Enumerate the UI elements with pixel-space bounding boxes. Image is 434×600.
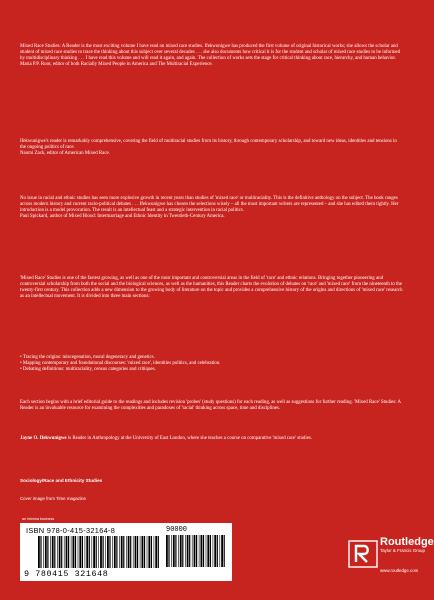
description-intro-text: 'Mixed Race' Studies is one of the fastest growing, as well as one of the most important and controversial areas in the field of 'race' and ethnic relations. Bringing together pioneering and controversial scholarship from both the social and the biological sciences, as well as the humanities, this Reader charts the evolution of debates on 'race' and 'mixed race' from the nineteenth to the twenty-first century. This collection adds a new dimension to the growing body of literature on the topic and provides a comprehensive history of the origins and directions of 'mixed race' research as an intellectual movement. It is divided into three main sections: [20,276,403,299]
editor-name: Jayne O. Ifekwunigwe [20,436,67,441]
description-intro [20,276,403,300]
routledge-r-logo-icon [348,540,378,568]
description-outro [20,400,403,412]
publisher-url[interactable]: www.routledge.com [380,568,419,573]
informa-line: an informa business [22,517,55,521]
subject-classification: Sociology/Race and Ethnicity Studies [20,478,103,483]
review-2-body: Ifekwunigwe's reader is remarkably comprehensive, covering the field of multiracial studies from its history, through contemporary scholarship, and toward new ideas, identities and tensions in the ongoing politics of race. [20,139,397,150]
review-1-attribution: Maria P.P. Root, editor of both Racially Mixed People in America and The Multiracial Experience. [20,62,213,67]
bullet-item: • Tracing the origins: miscegenation, moral degeneracy and genetics. [20,355,155,360]
review-3 [20,196,403,220]
ean-digits: 9 780415 321648 [24,569,109,579]
publisher-subtitle: Taylor & Francis Group [380,548,425,553]
review-2 [20,139,403,157]
cover-credit: Cover image from Time magazine [20,496,86,501]
description-bullets [20,355,403,373]
publisher-block [380,536,434,553]
ean-barcode-icon [38,536,158,568]
review-1 [20,44,403,68]
bullet-item: • Mapping contemporary and foundational discourses: 'mixed race', identities politics, and celebration. [20,361,221,366]
review-3-attribution: Paul Spickard, author of Mixed Blood: Intermarriage and Ethnic Identity in Twentieth-Century America. [20,214,225,219]
description-outro-text: Each section begins with a brief editorial guide to the readings and includes revision 'probes' (study questions) for each reading, as well as suggestions for further reading. 'Mixed Race' Studies: A Reader is an invaluable resource for examining the complexities and paradoxes of 'racial' thinking across space, time and disciplines. [20,400,401,411]
addon-barcode-icon [166,535,224,567]
publisher-name: Routledge [380,536,434,548]
editor-bio-text: is Reader in Anthropology at the University of East London, where she teaches a course on comparative 'mixed race' studies. [66,436,313,441]
editor-bio [20,436,403,442]
addon-digits: 90000 [166,526,188,534]
review-1-body: Mixed Race Studies: A Reader is the most exciting volume I have read on mixed race studies. Ifekwunigwe has produced the first volume of original historical works; she allows the scholar and student of mixed race studies to trace the thinking about this subject over several decades . . . she also documents how critical it is for the student and scholar of mixed race studies to be informed by multidisciplinary thinking . . . I have read this volume and will read it again, and again. The collection of works sets the stage for critical thinking about race, hierarchy, and human behavior. [20,44,401,61]
barcode-panel [20,523,232,581]
review-3-body: No issue in racial and ethnic studies has seen more explosive growth in recent years than studies of 'mixed race' or multiraciality. This is the definitive anthology on the subject. The book ranges across modern history and current racio-political debates . . . Ifekwunigwe has chosen the selections wisely – all the most important writers are represented – and she has edited them tightly. Her introduction is a model provocation. The result is an intellectual feast and a strategic intervention in racial politics. [20,196,399,213]
bullet-item: • Debating definitions: multiraciality, census categories and critiques. [20,367,156,372]
review-2-attribution: Naomi Zack, editor of American Mixed Race. [20,151,110,156]
isbn-text: ISBN 978-0-415-32164-8 [26,526,116,535]
